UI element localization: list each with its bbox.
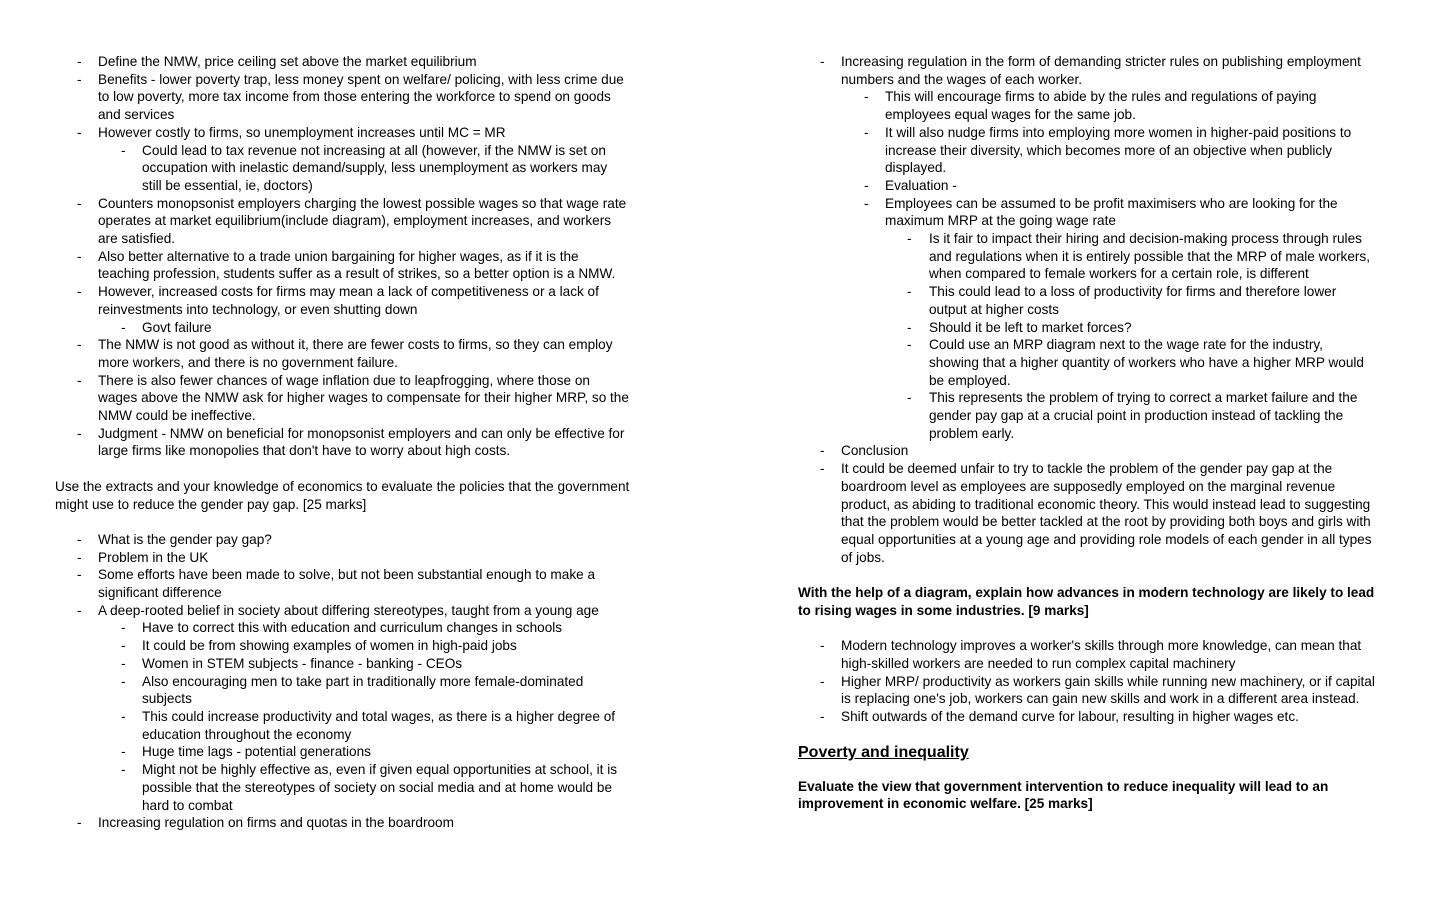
list-item-text: - Should it be left to market forces? [929,319,1132,335]
list-item-text: - A deep-rooted belief in society about differing stereotypes, taught from a young age [98,602,599,618]
list-item [55,425,630,460]
sub-sub-list-item [885,283,1376,318]
right-column [798,53,1376,813]
list-item-text: - This could increase productivity and total wages, as there is a higher degree of education throughout the economy [142,708,616,742]
list-item [55,248,630,283]
sub-list-item [98,142,630,195]
list-item-text: - Evaluation - [885,177,957,193]
sub-sub-list-item [885,319,1376,337]
sub-list-item [98,761,630,814]
list-item-text: - Judgment - NMW on beneficial for monopsonist employers and can only be effective for large firms like monopolies that don't have to worry about high costs. [98,425,625,459]
list-item-text: - This represents the problem of trying to correct a market failure and the gender pay gap at a crucial point in production instead of tackling the problem early. [929,390,1358,441]
list-item [55,531,630,549]
regulation-list [798,53,1376,566]
list-item-text: - Also better alternative to a trade union bargaining for higher wages, as if it is the teaching profession, students suffer as a result of strikes, so a better option is a NMW. [98,248,616,282]
list-item-text: - There is also fewer chances of wage inflation due to leapfrogging, where those on wages above the NMW ask for higher wages to compensate for their higher MRP, so the NMW could be ineffective. [98,372,629,424]
sub-list-item [841,195,1376,443]
sub-list-item [841,177,1376,195]
list-item [798,442,1376,460]
sub-list [798,88,1376,442]
poverty-question: Evaluate the view that government intervention to reduce inequality will lead to an improvement in economic welfare. [25 marks] [798,778,1329,812]
nmw-points-list [55,53,630,460]
sub-list [55,142,630,195]
list-item-text: - Some efforts have been made to solve, but not been substantial enough to make a significant difference [98,567,596,601]
conclusion-text: - It could be deemed unfair to try to tackle the problem of the gender pay gap at the boardroom level as employees are supposedly employed on the marginal revenue product, as abiding to traditional economic theory. This would instead lead to suggesting that the problem would be better tackled at the root by providing both boys and girls with equal opportunities at a young age and providing role models of each gender in all types of jobs. [841,461,1372,565]
list-item [798,53,1376,442]
list-item-text: - Higher MRP/ productivity as workers gain skills while running new machinery, or if capital is replacing one's job, workers can gain new skills and work in a different area instead. [841,673,1375,707]
list-item [55,549,630,567]
sub-sub-list-item [885,230,1376,283]
list-item [55,53,630,71]
list-item-text: - This will encourage firms to abide by the rules and regulations of paying employees equal wages for the same job. [885,89,1317,123]
list-item [55,602,630,814]
sub-sub-list-item [885,389,1376,442]
list-item-text: - However, increased costs for firms may mean a lack of competitiveness or a lack of reinvestments into technology, or even shutting down [98,284,599,317]
list-item [798,637,1376,672]
list-item-text: - Counters monopsonist employers charging the lowest possible wages so that wage rate operates at market equilibrium(include diagram), employment increases, and workers are satisfied. [98,195,627,247]
section-heading: Poverty and inequality [798,743,969,761]
sub-list-item [841,124,1376,177]
conclusion-label: - Conclusion [841,443,909,459]
list-item-text: - Huge time lags - potential generations [142,744,371,760]
list-item-text: - Also encouraging men to take part in traditionally more female-dominated subjects [142,673,584,707]
list-item [55,283,630,336]
gender-points-list [55,531,630,832]
gender-pay-gap-question: Use the extracts and your knowledge of economics to evaluate the policies that the government might use to reduce the gender pay gap. [25 marks] [55,478,630,512]
left-column [55,53,630,832]
list-item-text: - Women in STEM subjects - finance - banking - CEOs [142,655,463,671]
sub-list-item [98,708,630,743]
sub-sub-list-item [885,336,1376,389]
list-item-text: - Could lead to tax revenue not increasing at all (however, if the NMW is set on occupation with inelastic demand/supply, less unemployment as workers may still be essential, ie, doctors) [142,142,608,193]
list-item-text: - Might not be highly effective as, even if given equal opportunities at school, it is possible that the stereotypes of society on social media and at home would be hard to combat [142,762,618,813]
list-item-text: - Employees can be assumed to be profit maximisers who are looking for the maximum MRP at the going wage rate [885,195,1338,229]
list-item-text: - Problem in the UK [98,549,209,565]
list-item-text: - What is the gender pay gap? [98,531,272,547]
list-item-text: - Increasing regulation in the form of demanding stricter rules on publishing employment numbers and the wages of each worker. [841,54,1361,87]
list-item-text: - Could use an MRP diagram next to the wage rate for the industry, showing that a higher quantity of workers who have a higher MRP would be employed. [929,337,1364,388]
list-item [55,814,630,832]
list-item-text: - Increasing regulation on firms and quotas in the boardroom [98,815,454,831]
sub-list [55,319,630,337]
list-item [798,708,1376,726]
list-item-text: - Govt failure [142,319,212,335]
list-item-text: - Shift outwards of the demand curve for labour, resulting in higher wages etc. [841,708,1299,724]
sub-list-item [98,743,630,761]
list-item-text: - However costly to firms, so unemployment increases until MC = MR [98,124,506,140]
list-item [55,372,630,425]
sub-list-item [98,655,630,673]
list-item-text: - It could be from showing examples of women in high-paid jobs [142,638,517,654]
list-item [55,71,630,124]
sub-list [55,619,630,814]
list-item [55,566,630,601]
technology-points-list [798,637,1376,726]
sub-list-item [841,88,1376,123]
sub-sub-list [885,230,1376,442]
list-item-text: - It will also nudge firms into employing more women in higher-paid positions to increase their diversity, which becomes more of an objective when publicly displayed. [885,124,1352,176]
list-item-text: - The NMW is not good as without it, there are fewer costs to firms, so they can employ more workers, and there is no government failure. [98,337,613,370]
sub-list-item [98,619,630,637]
sub-list-item [98,637,630,655]
list-item-text: - Benefits - lower poverty trap, less money spent on welfare/ policing, with less crime due to low poverty, more tax income from those entering the workforce to spend on goods and services [98,71,624,123]
technology-question: With the help of a diagram, explain how advances in modern technology are likely to lead to rising wages in some industries. [9 marks] [798,585,1375,618]
list-item-text: - Modern technology improves a worker's skills through more knowledge, can mean that high-skilled workers are needed to run complex capital machinery [841,638,1362,671]
list-item-text: - This could lead to a loss of productivity for firms and therefore lower output at higher costs [929,284,1337,317]
list-item-text: - Is it fair to impact their hiring and decision-making process through rules and regulations when it is entirely possible that the MRP of male workers, when compared to female workers for a certain role, is different [929,231,1371,282]
sub-list-item [98,319,630,337]
list-item-text: - Define the NMW, price ceiling set above the market equilibrium [98,54,477,69]
list-item [798,673,1376,708]
list-item [798,460,1376,566]
sub-list-item [98,673,630,708]
list-item [55,195,630,248]
list-item-text: - Have to correct this with education and curriculum changes in schools [142,620,563,636]
list-item [55,336,630,371]
list-item [55,124,630,195]
